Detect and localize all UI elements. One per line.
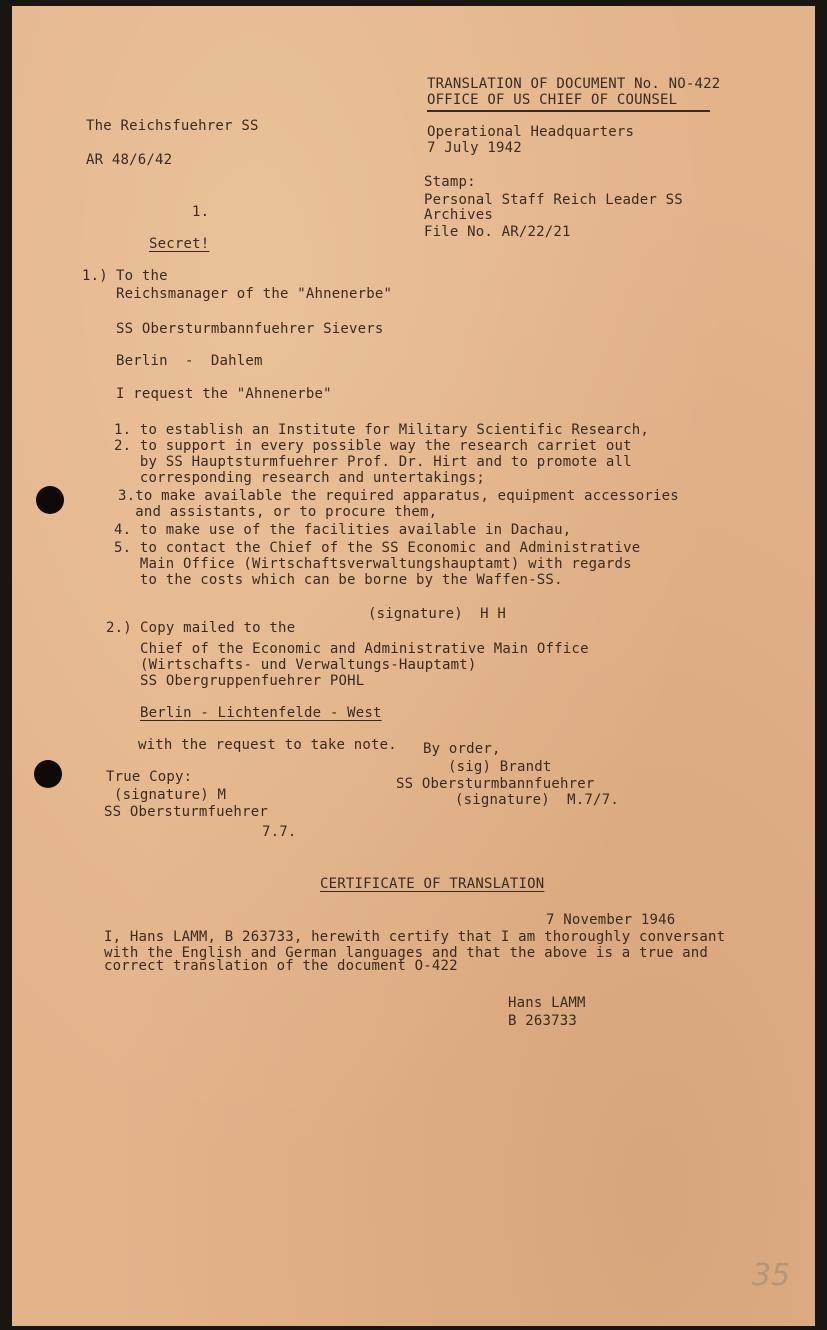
request-line: 1. to establish an Institute for Military Scientific Research, [114, 422, 649, 438]
translation-heading: TRANSLATION OF DOCUMENT No. NO-422 [427, 76, 721, 92]
sender-ref: AR 48/6/42 [86, 152, 173, 168]
copy-line-4: SS Obergruppenfuehrer POHL [140, 673, 365, 689]
by-order-line-4: (signature) M.7/7. [455, 792, 619, 808]
stamp-line-2: Archives [424, 207, 494, 223]
copy-note: with the request to take note. [138, 737, 397, 753]
pencil-page-number: 35 [752, 1258, 791, 1293]
request-line: 2. to support in every possible way the research carriet out [114, 438, 632, 454]
addressee-to: To the [116, 268, 168, 284]
punch-hole-bottom [34, 760, 62, 788]
request-line: and assistants, or to procure them, [118, 504, 438, 520]
item-2-number: 2.) [106, 620, 132, 636]
header-underline [427, 110, 710, 112]
by-order-line-2: (sig) Brandt [448, 759, 552, 775]
copy-line-3: (Wirtschafts- und Verwaltungs-Hauptamt) [140, 657, 477, 673]
document-date: 7 July 1942 [427, 140, 522, 156]
stamp-line-1: Personal Staff Reich Leader SS [424, 192, 683, 208]
copy-line-2: Chief of the Economic and Administrative Main Office [140, 641, 589, 657]
signature-hh: (signature) H H [368, 606, 507, 622]
stamp-label: Stamp: [424, 174, 476, 190]
addressee-line-1: Reichsmanager of the "Ahnenerbe" [116, 286, 393, 302]
true-copy-line-1: True Copy: [106, 769, 193, 785]
classification: Secret! [149, 236, 210, 252]
certificate-date: 7 November 1946 [546, 912, 676, 928]
certificate-text-2: with the English and German languages and that the above is a true and [104, 945, 709, 961]
addressee-line-2: SS Obersturmbannfuehrer Sievers [116, 321, 384, 337]
sender-title: The Reichsfuehrer SS [86, 118, 259, 134]
page-number: 1. [192, 204, 210, 220]
office-heading: OFFICE OF US CHIEF OF COUNSEL [427, 92, 678, 108]
certificate-title: CERTIFICATE OF TRANSLATION [320, 876, 545, 892]
request-line: 3.to make available the required apparatus, equipment accessories [118, 488, 679, 504]
by-order-line-3: SS Obersturmbannfuehrer [396, 776, 595, 792]
certificate-text-3: correct translation of the document O-422 [104, 958, 458, 974]
request-line: Main Office (Wirtschaftsverwaltungshauptamt) with regards [114, 556, 632, 572]
copy-line-1: Copy mailed to the [140, 620, 296, 636]
item-1-number: 1.) [82, 268, 108, 284]
punch-hole-top [36, 486, 64, 514]
true-copy-line-4: 7.7. [262, 824, 297, 840]
true-copy-line-3: SS Obersturmfuehrer [104, 804, 268, 820]
location-place: Operational Headquarters [427, 124, 635, 140]
stamp-line-3: File No. AR/22/21 [424, 224, 571, 240]
request-line: 4. to make use of the facilities available in Dachau, [114, 522, 572, 538]
request-line: 5. to contact the Chief of the SS Economic and Administrative [114, 540, 641, 556]
certificate-signer-id: B 263733 [508, 1013, 578, 1029]
certificate-signer-name: Hans LAMM [508, 995, 586, 1011]
copy-city: Berlin - Lichtenfelde - West [140, 705, 382, 721]
addressee-line-3: Berlin - Dahlem [116, 353, 263, 369]
request-intro: I request the "Ahnenerbe" [116, 386, 332, 402]
true-copy-line-2: (signature) M [114, 787, 227, 803]
by-order-line-1: By order, [423, 741, 501, 757]
certificate-text-1: I, Hans LAMM, B 263733, herewith certify that I am thoroughly conversant [104, 929, 726, 945]
request-line: to the costs which can be borne by the Waffen-SS. [114, 572, 563, 588]
request-line: by SS Hauptsturmfuehrer Prof. Dr. Hirt and to promote all [114, 454, 632, 470]
request-line: corresponding research and untertakings; [114, 470, 486, 486]
